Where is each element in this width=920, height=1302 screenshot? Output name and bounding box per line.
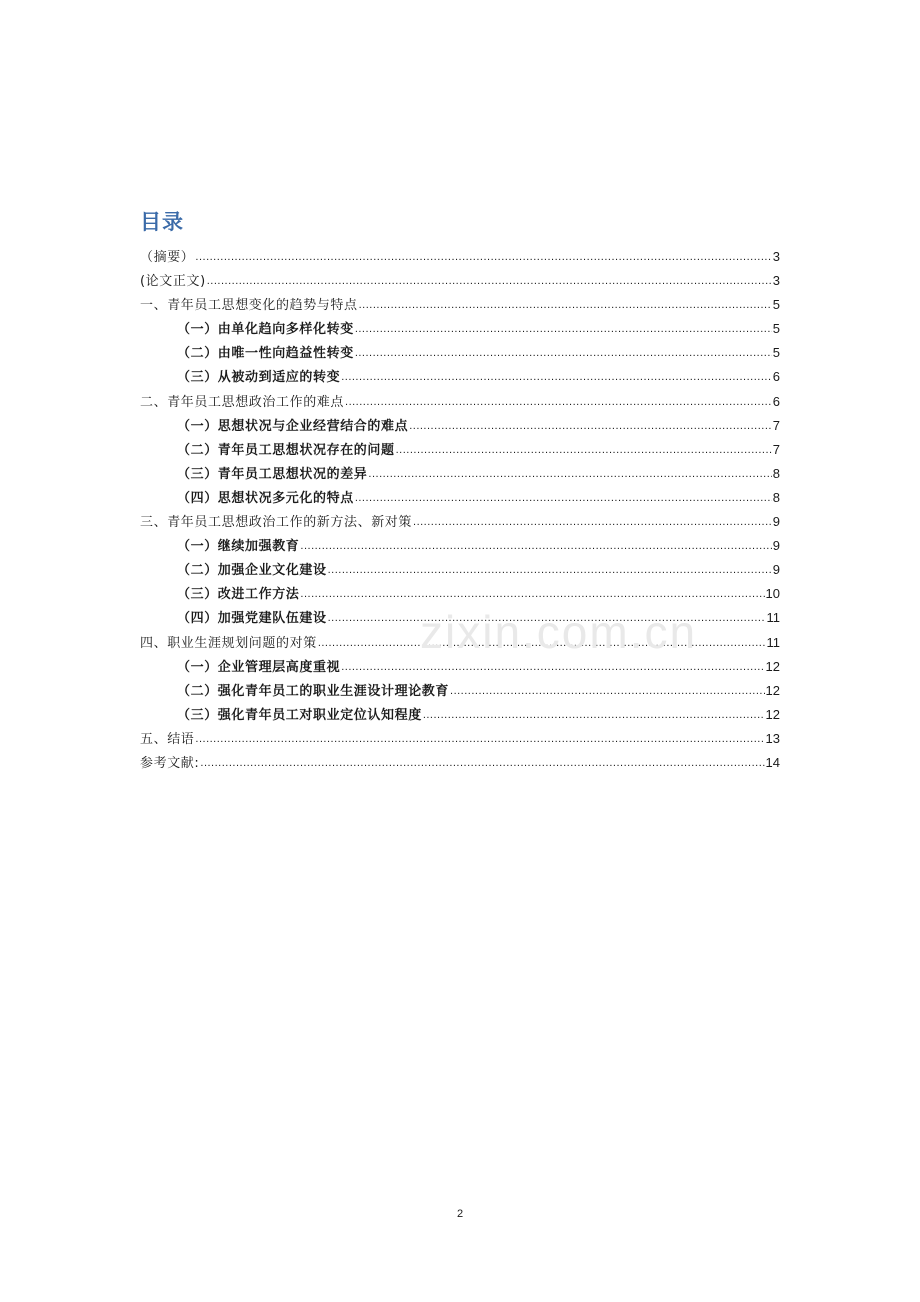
toc-page-number: 9: [772, 538, 780, 554]
toc-leader-dots: [355, 486, 772, 510]
toc-entry-text: 一、青年员工思想变化的趋势与特点: [140, 298, 358, 314]
toc-page-number: 14: [765, 754, 780, 770]
toc-page-number: 5: [772, 321, 780, 337]
toc-page-number: 11: [766, 610, 780, 626]
toc-page-number: 9: [772, 514, 780, 530]
toc-leader-dots: [368, 462, 771, 486]
toc-entry-text: 参考文献:: [140, 755, 200, 771]
toc-entry-section-1-3[interactable]: [140, 365, 780, 389]
toc-leader-dots: [195, 245, 771, 269]
toc-entry-section-2-1[interactable]: [140, 414, 780, 438]
toc-entry-section-4-3[interactable]: [140, 703, 780, 727]
toc-entry-section-3-3[interactable]: [140, 582, 780, 606]
toc-leader-dots: [423, 703, 765, 727]
toc-leader-dots: [396, 438, 772, 462]
toc-entry-text: （三）青年员工思想状况的差异: [177, 466, 368, 482]
toc-entry-text: （一）企业管理层高度重视: [177, 659, 341, 675]
toc-entry-section-2-4[interactable]: [140, 486, 780, 510]
toc-entry-text: （一）由单化趋向多样化转变: [177, 322, 354, 338]
toc-entry-text: 三、青年员工思想政治工作的新方法、新对策: [140, 515, 413, 531]
toc-leader-dots: [345, 390, 772, 414]
watermark: zixin.com.cn: [420, 606, 698, 658]
toc-entry-text: 二、青年员工思想政治工作的难点: [140, 394, 345, 410]
toc-leader-dots: [300, 534, 771, 558]
toc-entry-main-text[interactable]: [140, 269, 780, 293]
toc-leader-dots: [359, 293, 772, 317]
toc-entry-section-3-2[interactable]: [140, 558, 780, 582]
toc-leader-dots: [207, 269, 772, 293]
toc-leader-dots: [318, 631, 766, 655]
toc-page-number: 8: [772, 465, 780, 481]
table-of-contents: [140, 245, 780, 775]
toc-leader-dots: [195, 727, 764, 751]
toc-leader-dots: [200, 751, 764, 775]
toc-page-number: 9: [772, 562, 780, 578]
toc-entry-section-3-4[interactable]: [140, 606, 780, 630]
toc-entry-section-5[interactable]: [140, 727, 780, 751]
toc-entry-section-3[interactable]: [140, 510, 780, 534]
toc-page-number: 10: [765, 586, 780, 602]
toc-page-number: 5: [772, 345, 780, 361]
toc-entry-section-4[interactable]: [140, 631, 780, 655]
toc-page-number: 13: [765, 730, 780, 746]
toc-page-number: 3: [772, 249, 780, 264]
toc-entry-text: （一）继续加强教育: [177, 539, 300, 555]
toc-page-number: 6: [772, 369, 780, 385]
toc-page-number: 12: [765, 682, 780, 698]
toc-entry-text: 四、职业生涯规划问题的对策: [140, 635, 317, 651]
toc-page-number: 12: [765, 658, 780, 674]
toc-leader-dots: [328, 606, 766, 630]
toc-page-number: 7: [772, 441, 780, 457]
toc-entry-references[interactable]: [140, 751, 780, 775]
toc-entry-text: 五、结语: [140, 731, 195, 747]
toc-leader-dots: [341, 365, 772, 389]
toc-entry-text: （二）强化青年员工的职业生涯设计理论教育: [177, 683, 450, 699]
toc-leader-dots: [341, 655, 764, 679]
toc-page-number: 12: [765, 706, 780, 722]
toc-entry-section-1[interactable]: [140, 293, 780, 317]
toc-entry-abstract[interactable]: [140, 245, 780, 269]
toc-entry-text: （二）由唯一性向趋益性转变: [177, 346, 354, 362]
toc-leader-dots: [355, 341, 772, 365]
toc-page-number: 3: [772, 273, 780, 289]
toc-entry-text: （摘要）: [140, 250, 195, 265]
toc-leader-dots: [450, 679, 765, 703]
toc-entry-text: （三）强化青年员工对职业定位认知程度: [177, 707, 422, 723]
toc-entry-text: （一）思想状况与企业经营结合的难点: [177, 418, 409, 434]
toc-page-number: 5: [772, 297, 780, 313]
toc-entry-text: （四）加强党建队伍建设: [177, 611, 327, 627]
toc-page-number: 8: [772, 489, 780, 505]
toc-entry-text: (论文正文): [140, 274, 206, 290]
toc-entry-section-3-1[interactable]: [140, 534, 780, 558]
toc-page-number: 11: [766, 634, 780, 650]
toc-entry-section-2-2[interactable]: [140, 438, 780, 462]
toc-entry-section-1-1[interactable]: [140, 317, 780, 341]
toc-entry-section-4-1[interactable]: [140, 655, 780, 679]
toc-leader-dots: [300, 582, 764, 606]
toc-entry-section-2-3[interactable]: [140, 462, 780, 486]
toc-entry-section-4-2[interactable]: [140, 679, 780, 703]
toc-entry-text: （二）加强企业文化建设: [177, 563, 327, 579]
toc-entry-text: （四）思想状况多元化的特点: [177, 490, 354, 506]
toc-page-number: 7: [772, 417, 780, 433]
toc-entry-section-2[interactable]: [140, 390, 780, 414]
toc-page-number: 6: [772, 393, 780, 409]
toc-entry-text: （三）改进工作方法: [177, 587, 300, 603]
toc-entry-section-1-2[interactable]: [140, 341, 780, 365]
toc-leader-dots: [328, 558, 772, 582]
page-number: 2: [456, 1208, 464, 1220]
toc-title: 目录: [140, 210, 184, 234]
toc-entry-text: （三）从被动到适应的转变: [177, 370, 341, 386]
toc-entry-text: （二）青年员工思想状况存在的问题: [177, 442, 395, 458]
toc-leader-dots: [409, 414, 772, 438]
toc-leader-dots: [413, 510, 772, 534]
toc-leader-dots: [355, 317, 772, 341]
